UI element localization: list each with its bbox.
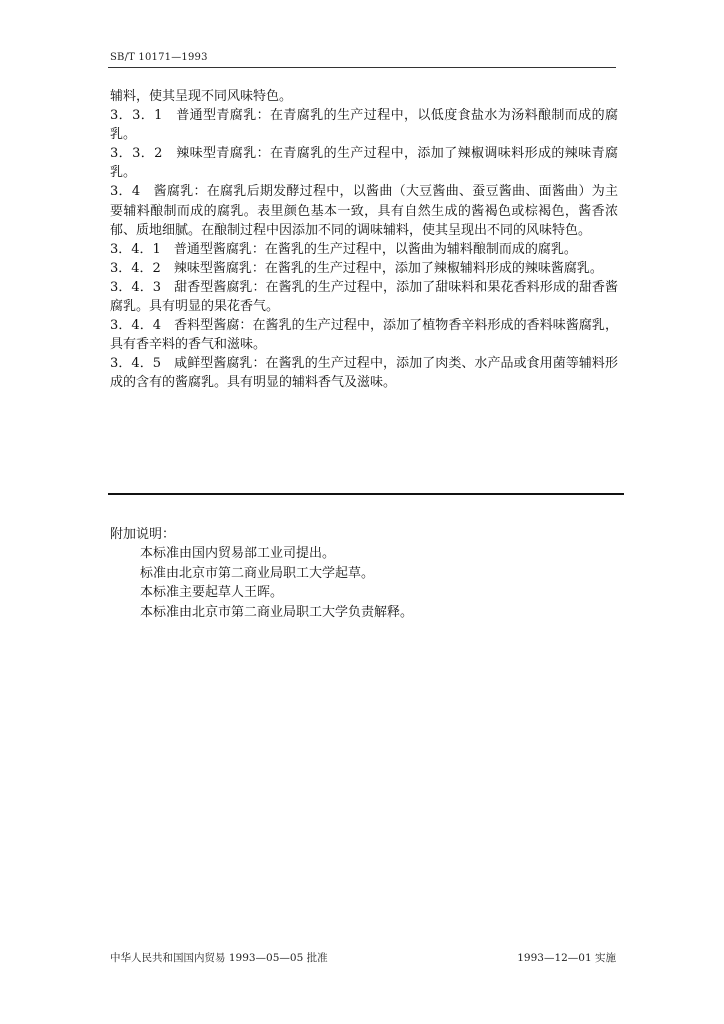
header-divider [108, 67, 616, 68]
body-paragraph: 3．4．3 甜香型酱腐乳：在酱乳的生产过程中，添加了甜味料和果花香料形成的甜香酱腐乳。具有明显的果花香气。 [110, 279, 618, 315]
appendix-line: 本标准由国内贸易部工业司提出。 [140, 546, 336, 561]
body-paragraph: 3．3．2 辣味型青腐乳：在青腐乳的生产过程中，添加了辣椒调味料形成的辣味青腐乳。 [110, 146, 618, 181]
section-divider [108, 493, 624, 495]
body-paragraph: 3．4．5 咸鲜型酱腐乳：在酱乳的生产过程中，添加了肉类、水产品或食用菌等辅料形成的含有的酱腐乳。具有明显的辅料香气及滋味。 [110, 356, 618, 391]
approval-note: 中华人民共和国国内贸易 1993—05—05 批准 [110, 952, 328, 964]
implementation-date: 1993—12—01 实施 [517, 952, 616, 964]
body-paragraph: 3．4．4 香料型酱腐：在酱乳的生产过程中，添加了植物香辛料形成的香料味酱腐乳，具有香辛料的香气和滋味。 [110, 318, 618, 353]
appendix [110, 525, 618, 622]
body-text [110, 87, 618, 393]
body-paragraph: 辅料，使其呈现不同风味特色。 [110, 89, 293, 104]
body-paragraph: 3．4．1 普通型酱腐乳：在酱乳的生产过程中，以酱曲为辅料酿制而成的腐乳。 [110, 241, 577, 257]
standard-code: SB/T 10171—1993 [110, 52, 208, 63]
appendix-line: 标准由北京市第二商业局职工大学起草。 [140, 565, 375, 581]
appendix-title: 附加说明： [110, 527, 176, 542]
body-paragraph: 3．3．1 普通型青腐乳：在青腐乳的生产过程中，以低度食盐水为汤料酿制而成的腐乳。 [110, 108, 618, 143]
appendix-line: 本标准由北京市第二商业局职工大学负责解释。 [140, 604, 414, 620]
body-paragraph: 3．4 酱腐乳：在腐乳后期发酵过程中，以酱曲（大豆酱曲、蚕豆酱曲、面酱曲）为主要辅料酿制而成的腐乳。表里颜色基本一致，具有自然生成的酱褐色或棕褐色，酱香浓郁、质地细腻。在酿制过程中因添加不同的调味辅料，使其呈现出不同的风味特色。 [110, 184, 618, 238]
body-paragraph: 3．4．2 辣味型酱腐乳：在酱乳的生产过程中，添加了辣椒辅料形成的辣味酱腐乳。 [110, 260, 603, 276]
appendix-line: 本标准主要起草人王晖。 [140, 585, 284, 600]
